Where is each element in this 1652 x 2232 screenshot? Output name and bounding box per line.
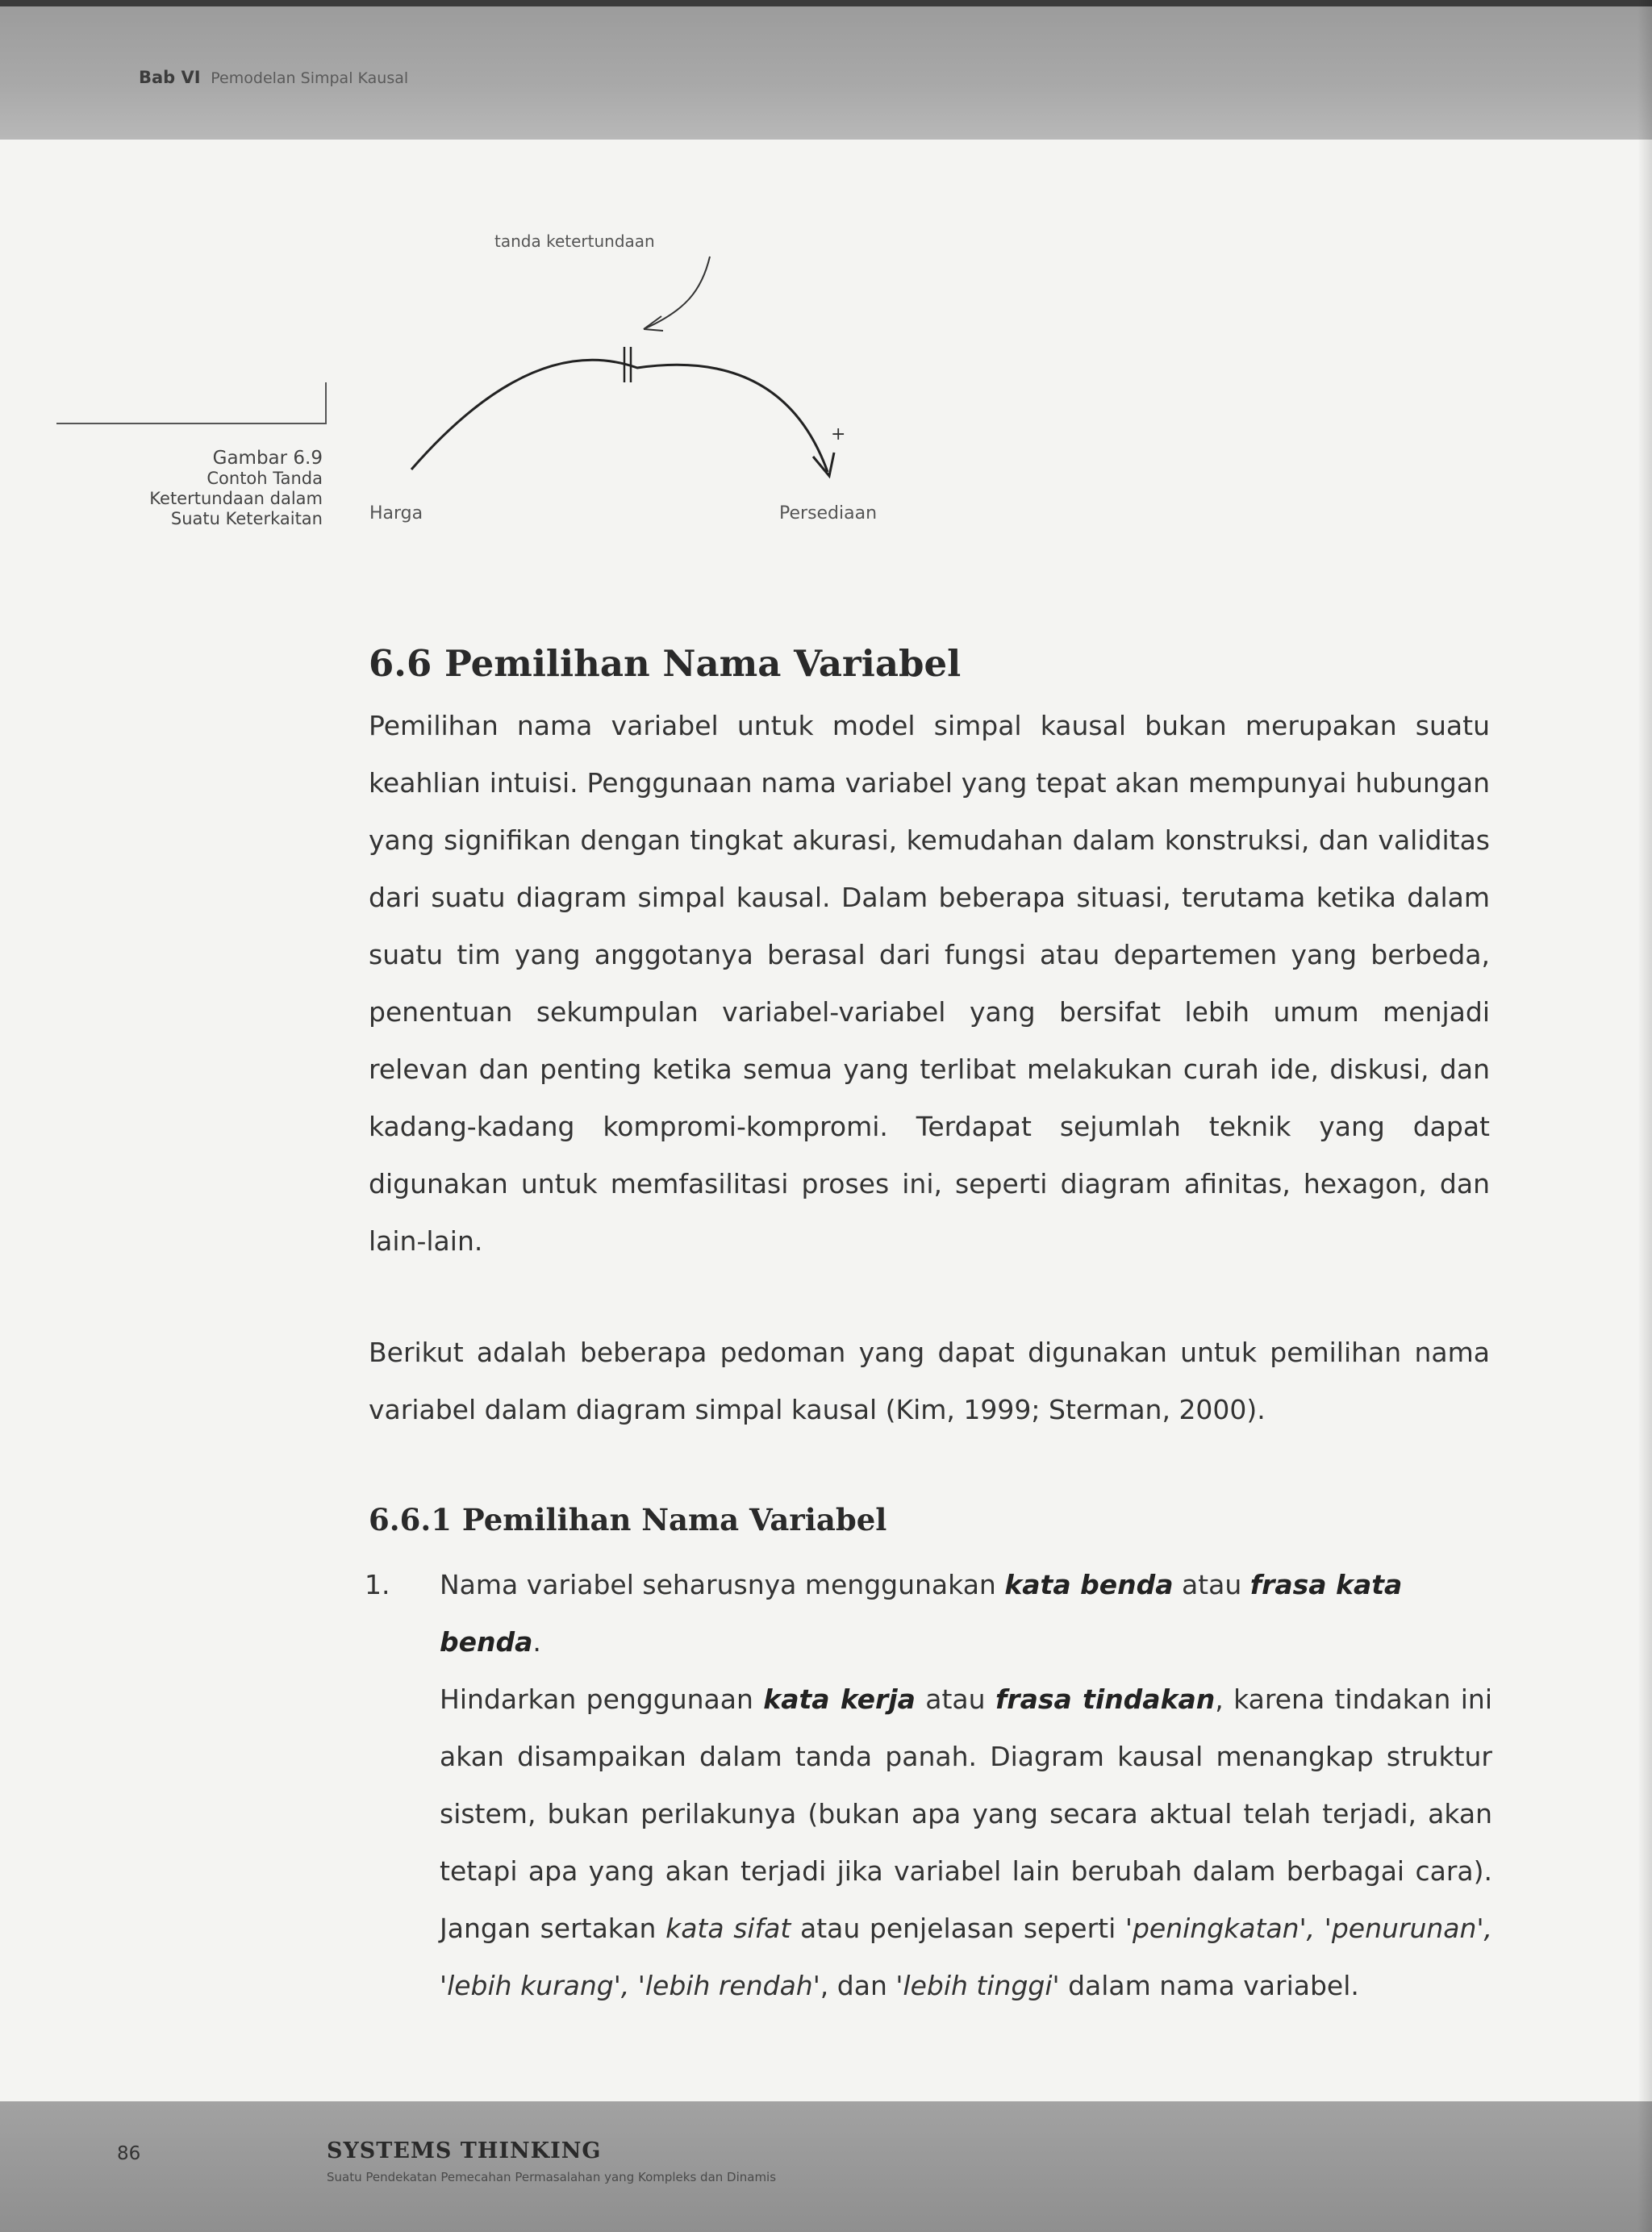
list-item-body: Hindarkan penggunaan kata kerja atau frasa tindakan, karena tindakan ini akan disampaikan dalam tanda panah. Diagram kausal menangkap struktur sistem, bukan perilakunya (bukan apa yang secara aktual telah terjadi, akan tetapi apa yang akan terjadi jika variabel lain berubah dalam berbagai cara). Jangan sertakan kata sifat atau penjelasan seperti 'peningkatan', 'penurunan', 'lebih kurang', 'lebih rendah', dan 'lebih tinggi' dalam nama variabel.: [440, 1683, 1493, 2001]
body-paragraph: Pemilihan nama variabel untuk model simpal kausal bukan merupakan suatu keahlian intuisi. Penggunaan nama variabel yang tepat akan mempunyai hubungan yang signifikan dengan tingkat akurasi, kemudahan dalam konstruksi, dan validitas dari suatu diagram simpal kausal. Dalam beberapa situasi, terutama ketika dalam suatu tim yang anggotanya berasal dari fungsi atau departemen yang berbeda, penentuan sekumpulan variabel-variabel yang bersifat lebih umum menjadi relevan dan penting ketika semua yang terlibat melakukan curah ide, diskusi, dan kadang-kadang kompromi-kompromi. Terdapat sejumlah teknik yang dapat digunakan untuk memfasilitasi proses ini, seperti diagram afinitas, hexagon, dan lain-lain.: [369, 710, 1490, 1257]
subsection-heading: 6.6.1 Pemilihan Nama Variabel: [369, 1502, 887, 1537]
variable-harga: Harga: [369, 503, 423, 524]
page-top-edge: [0, 0, 1652, 6]
list-item-title: Nama variabel seharusnya menggunakan kata benda atau frasa kata benda.: [440, 1569, 1403, 1658]
caption-line: Ketertundaan dalam: [149, 489, 323, 508]
running-head-text: [139, 68, 408, 87]
page-footer: [0, 2101, 1652, 2232]
link-polarity: +: [831, 424, 846, 444]
page-number: 86: [117, 2143, 141, 2164]
causal-arrow: [411, 360, 828, 472]
list-item-number: 1.: [365, 1569, 390, 1600]
running-header: [0, 6, 1652, 140]
book-title: SYSTEMS THINKING: [327, 2138, 602, 2163]
figure-label: Gambar 6.9: [212, 448, 323, 469]
section-heading: 6.6 Pemilihan Nama Variabel: [369, 642, 962, 685]
book-subtitle: Suatu Pendekatan Pemecahan Permasalahan yang Kompleks dan Dinamis: [327, 2170, 777, 2184]
page-edge-shadow: [1637, 0, 1652, 2232]
variable-persediaan: Persediaan: [779, 503, 878, 524]
caption-rule-vertical: [325, 382, 327, 424]
causal-link-diagram: [339, 218, 952, 540]
chapter-title: Pemodelan Simpal Kausal: [211, 69, 409, 87]
delay-pointer-line: [644, 257, 710, 329]
delay-mark-label: tanda ketertundaan: [494, 232, 655, 251]
delay-pointer-arrowhead: [644, 316, 663, 331]
caption-line: Suatu Keterkaitan: [170, 509, 323, 528]
caption-line: Contoh Tanda: [206, 469, 323, 488]
caption-rule: [56, 423, 327, 424]
figure-caption: [81, 448, 323, 529]
chapter-label: Bab VI: [139, 68, 201, 87]
body-paragraph: Berikut adalah beberapa pedoman yang dapat digunakan untuk pemilihan nama variabel dalam diagram simpal kausal (Kim, 1999; Sterman, 2000).: [369, 1337, 1490, 1425]
